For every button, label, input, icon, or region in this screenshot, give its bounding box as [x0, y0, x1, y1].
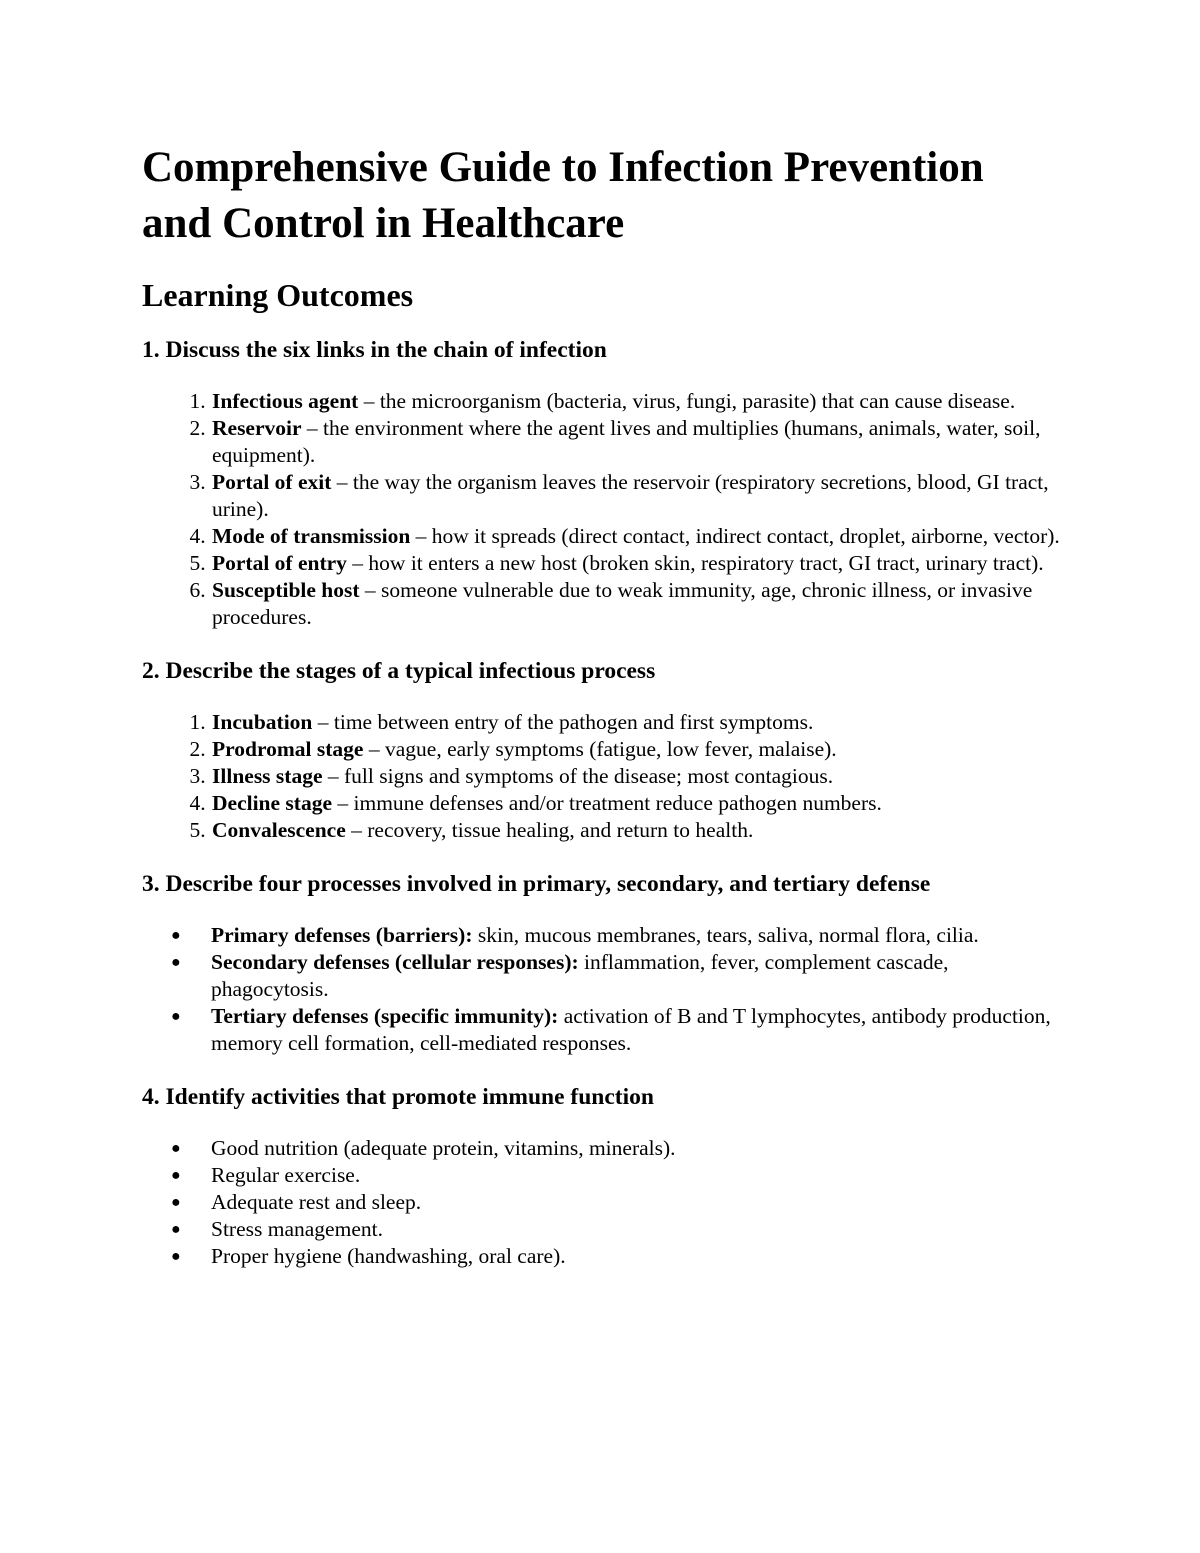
item-text: skin, mucous membranes, tears, saliva, normal flora, cilia. — [472, 923, 979, 947]
item-term: Prodromal stage — [212, 737, 364, 761]
item-term: Incubation — [212, 710, 313, 734]
item-text: activation of B and T lymphocytes, antibody production, memory cell formation, cell-mediated responses. — [211, 1004, 1051, 1055]
list-item — [211, 388, 1062, 415]
list-item — [211, 469, 1062, 523]
item-term: Portal of entry — [212, 551, 347, 575]
item-text: inflammation, fever, complement cascade, phagocytosis. — [211, 950, 949, 1001]
list-item — [211, 415, 1062, 469]
item-text: – how it spreads (direct contact, indirect contact, droplet, airborne, vector). — [410, 524, 1060, 548]
item-term: Susceptible host — [212, 578, 360, 602]
list-item — [171, 1003, 1062, 1057]
list-item — [171, 1243, 1062, 1270]
bullet-icon: ● — [171, 927, 181, 944]
outcome-heading-2: 2. Describe the stages of a typical infectious process — [142, 658, 656, 684]
bullet-icon: ● — [171, 1167, 181, 1184]
defense-processes-list — [142, 922, 1062, 1057]
item-term: Primary defenses (barriers): — [211, 923, 473, 947]
item-text: – how it enters a new host (broken skin, respiratory tract, GI tract, urinary tract). — [346, 551, 1044, 575]
bullet-icon: ● — [171, 1221, 181, 1238]
item-text: Adequate rest and sleep. — [211, 1190, 422, 1214]
list-item — [211, 709, 1062, 736]
item-text: – the environment where the agent lives and multiplies (humans, animals, water, soil, equipment). — [212, 416, 1041, 467]
immune-function-activities-list — [142, 1135, 1062, 1270]
bullet-icon: ● — [171, 1140, 181, 1157]
item-term: Decline stage — [212, 791, 333, 815]
list-item — [211, 577, 1062, 631]
item-text: – someone vulnerable due to weak immunity, age, chronic illness, or invasive procedures. — [212, 578, 1033, 629]
list-item — [171, 949, 1062, 1003]
list-item — [171, 1216, 1062, 1243]
outcome-heading-4: 4. Identify activities that promote immune function — [142, 1084, 654, 1110]
item-text: – immune defenses and/or treatment reduce pathogen numbers. — [332, 791, 882, 815]
bullet-icon: ● — [171, 1008, 181, 1025]
list-item — [211, 817, 1062, 844]
item-text: – time between entry of the pathogen and first symptoms. — [312, 710, 814, 734]
item-text: – recovery, tissue healing, and return to health. — [345, 818, 754, 842]
item-text: Regular exercise. — [211, 1163, 361, 1187]
item-term: Illness stage — [212, 764, 323, 788]
list-item — [211, 763, 1062, 790]
list-item — [211, 790, 1062, 817]
outcome-heading-3: 3. Describe four processes involved in primary, secondary, and tertiary defense — [142, 871, 931, 897]
list-item — [171, 1162, 1062, 1189]
item-term: Portal of exit — [212, 470, 332, 494]
document-title: Comprehensive Guide to Infection Prevention and Control in Healthcare — [142, 144, 984, 247]
infectious-process-stages-list — [142, 709, 1062, 844]
item-term: Convalescence — [212, 818, 346, 842]
chain-of-infection-list — [142, 388, 1062, 631]
list-item — [211, 550, 1062, 577]
outcome-heading-1: 1. Discuss the six links in the chain of infection — [142, 337, 607, 363]
document-page — [142, 140, 1062, 1296]
section-heading-learning-outcomes: Learning Outcomes — [142, 277, 414, 313]
list-item — [171, 1189, 1062, 1216]
item-term: Mode of transmission — [212, 524, 411, 548]
item-text: Good nutrition (adequate protein, vitamins, minerals). — [211, 1136, 676, 1160]
list-item — [171, 1135, 1062, 1162]
list-item — [211, 523, 1062, 550]
bullet-icon: ● — [171, 954, 181, 971]
list-item — [211, 736, 1062, 763]
item-text: Proper hygiene (handwashing, oral care). — [211, 1244, 566, 1268]
item-text: – vague, early symptoms (fatigue, low fever, malaise). — [363, 737, 837, 761]
item-text: – full signs and symptoms of the disease; most contagious. — [322, 764, 834, 788]
list-item — [171, 922, 1062, 949]
item-term: Secondary defenses (cellular responses): — [211, 950, 579, 974]
item-term: Infectious agent — [212, 389, 359, 413]
item-term: Reservoir — [212, 416, 302, 440]
item-text: – the way the organism leaves the reservoir (respiratory secretions, blood, GI tract, urine). — [212, 470, 1049, 521]
bullet-icon: ● — [171, 1248, 181, 1265]
item-text: – the microorganism (bacteria, virus, fungi, parasite) that can cause disease. — [358, 389, 1016, 413]
bullet-icon: ● — [171, 1194, 181, 1211]
item-text: Stress management. — [211, 1217, 383, 1241]
item-term: Tertiary defenses (specific immunity): — [211, 1004, 559, 1028]
